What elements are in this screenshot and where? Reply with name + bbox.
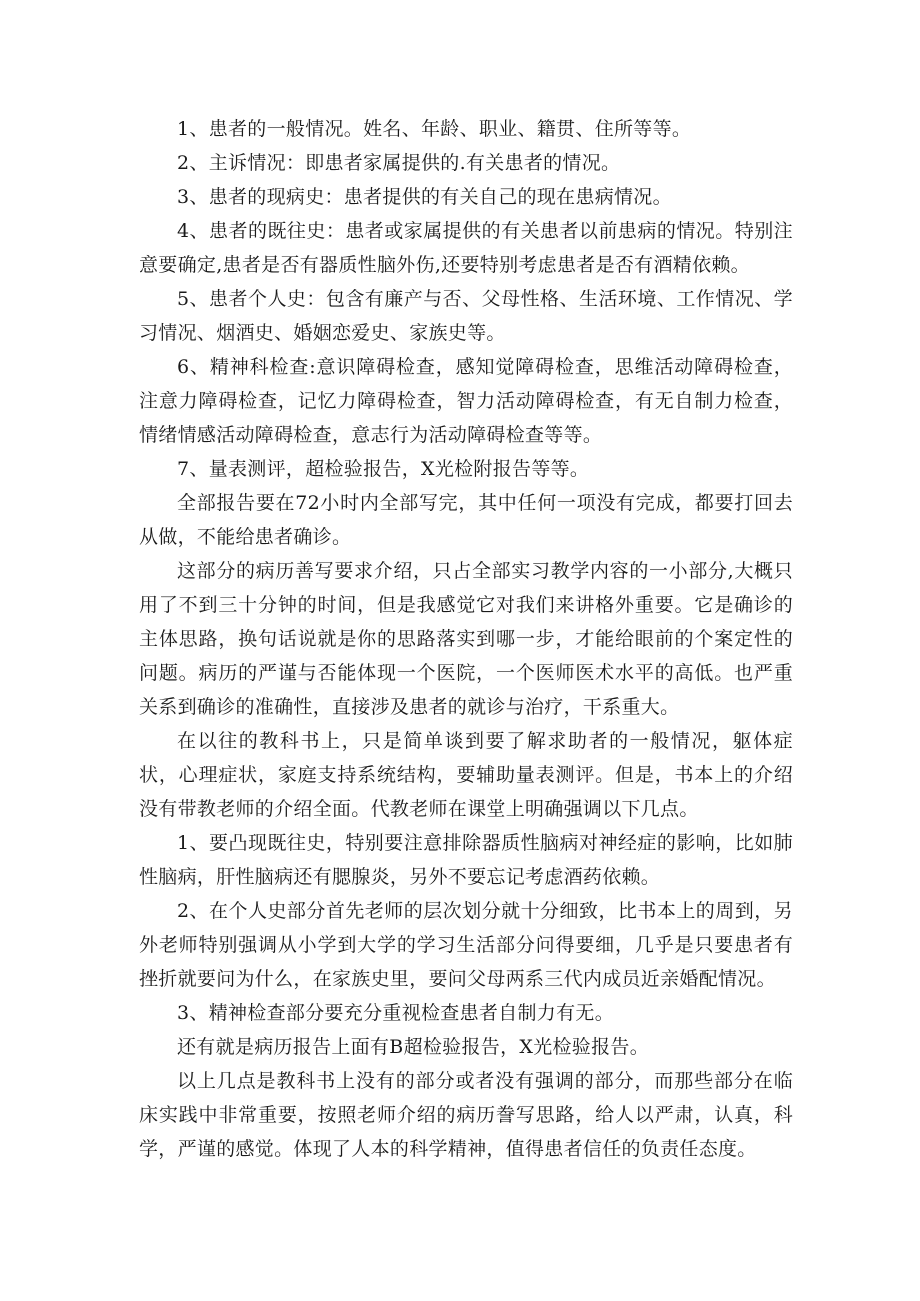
paragraph-point-2-personal-history: 2、在个人史部分首先老师的层次划分就十分细致，比书本上的周到，另外老师特别强调从小学到大学的学习生活部分问得要细，几乎是只要患者有挫折就要问为什么，在家族史里，要问父母两系三代内成员近亲婚配情况。 [139,900,793,990]
paragraph-point-1-past-history: 1、要凸现既往史，特别要注意排除器质性脑病对神经症的影响，比如肺性脑病，肝性脑病还有腮腺炎，另外不要忘记考虑酒药依赖。 [139,832,793,888]
paragraph-item-5-personal-history: 5、患者个人史：包含有廉产与否、父母性格、生活环境、工作情况、学习情况、烟酒史、婚姻恋爱史、家族史等。 [139,288,793,344]
paragraph-item-2-chief-complaint: 2、主诉情况：即患者家属提供的.有关患者的情况。 [177,152,621,174]
paragraph-importance: 这部分的病历善写要求介绍，只占全部实习教学内容的一小部分,大概只用了不到三十分钟的时间，但是我感觉它对我们来讲格外重要。它是确诊的主体思路，换句话说就是你的思路落实到哪一步，才能给眼前的个案定性的问题。病历的严谨与否能体现一个医院，一个医师医术水平的高低。也严重关系到确诊的准确性，直接涉及患者的就诊与治疗，干系重大。 [139,560,793,718]
paragraph-item-1-general-info: 1、患者的一般情况。姓名、年龄、职业、籍贯、住所等等。 [177,118,692,140]
paragraph-report-deadline: 全部报告要在72小时内全部写完，其中任何一项没有完成，都要打回去从做，不能给患者确诊。 [139,492,793,548]
paragraph-conclusion: 以上几点是教科书上没有的部分或者没有强调的部分，而那些部分在临床实践中非常重要，按照老师介绍的病历誊写思路，给人以严肃，认真，科学，严谨的感觉。体现了人本的科学精神，值得患者信任的负责任态度。 [139,1070,793,1160]
paragraph-item-3-present-illness: 3、患者的现病史：患者提供的有关自己的现在患病情况。 [177,186,672,208]
paragraph-textbook-comparison: 在以往的教科书上，只是简单谈到要了解求助者的一般情况，躯体症状，心理症状，家庭支持系统结构，要辅助量表测评。但是，书本上的介绍没有带教老师的介绍全面。代教老师在课堂上明确强调以下几点。 [139,730,793,820]
paragraph-additional-reports: 还有就是病历报告上面有B超检验报告，X光检验报告。 [177,1036,649,1058]
paragraph-item-4-past-history: 4、患者的既往史：患者或家属提供的有关患者以前患病的情况。特别注意要确定,患者是否有器质性脑外伤,还要特别考虑患者是否有酒精依赖。 [139,220,793,276]
paragraph-item-6-psychiatric-exam: 6、精神科检查:意识障碍检查，感知觉障碍检查，思维活动障碍检查，注意力障碍检查，记忆力障碍检查，智力活动障碍检查，有无自制力检查，情绪情感活动障碍检查，意志行为活动障碍检查等等。 [139,356,793,446]
document-body [139,112,793,1166]
paragraph-point-3-insight: 3、精神检查部分要充分重视检查患者自制力有无。 [177,1002,614,1024]
paragraph-item-7-scale-assessment: 7、量表测评，超检验报告，X光检附报告等等。 [177,458,590,480]
